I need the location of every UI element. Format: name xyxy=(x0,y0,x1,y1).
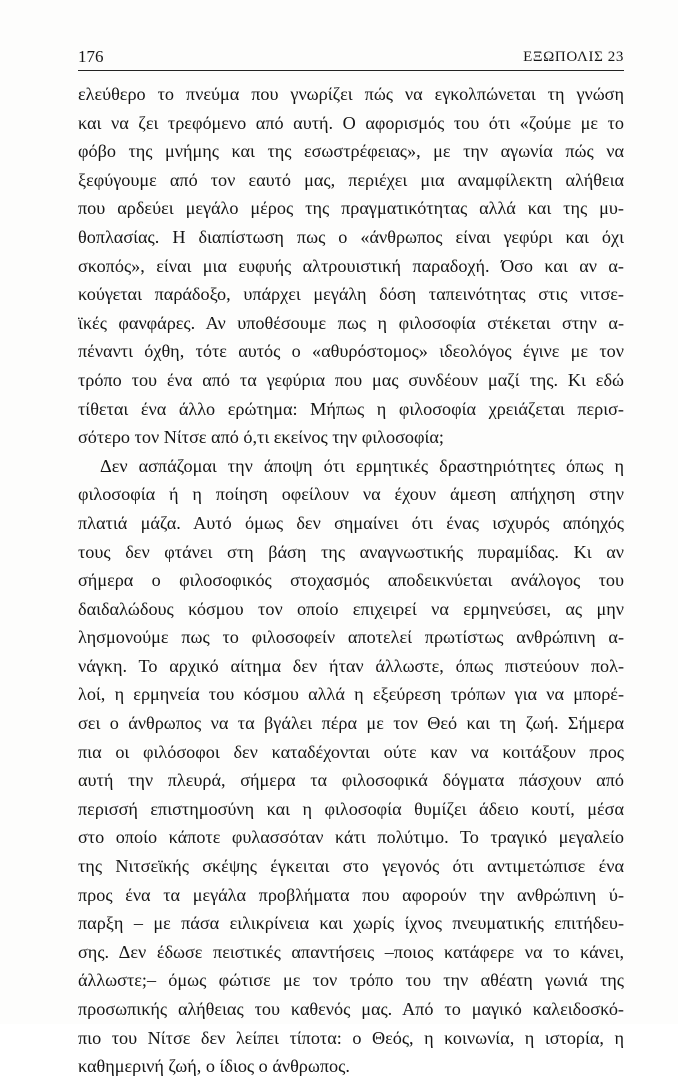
text-line: σκοπός», είναι μια ευφυής αλτρουιστική παραδοχή. Όσο και αν α- xyxy=(78,255,624,276)
text-line: πιο του Νίτσε δεν λείπει τίποτα: ο Θεός, η κοινωνία, η ιστορία, η xyxy=(78,1027,624,1048)
text-line: που αρδεύει μεγάλο μέρος της πραγματικότητας αλλά και της μυ- xyxy=(78,198,624,219)
paragraph xyxy=(78,452,624,1081)
text-line: τους δεν φτάνει στη βάση της αναγνωστικής πυραμίδας. Κι αν xyxy=(78,541,624,562)
text-line: ϊκές φανφάρες. Αν υποθέσουμε πως η φιλοσοφία στέκεται στην α- xyxy=(78,312,624,333)
text-line: λησμονούμε πως το φιλοσοφείν αποτελεί πρωτίστως ανθρώπινη α- xyxy=(78,627,624,648)
text-line: σης. Δεν έδωσε πειστικές απαντήσεις –ποιος κατάφερε να το κάνει, xyxy=(78,941,624,962)
text-line: πια οι φιλόσοφοι δεν καταδέχονται ούτε καν να κοιτάξουν προς xyxy=(78,741,624,762)
text-line: άλλωστε;– όμως φώτισε με τον τρόπο του την αθέατη γωνιά της xyxy=(78,970,624,991)
text-line: τρόπο του ένα από τα γεφύρια που μας συνδέουν μαζί της. Κι εδώ xyxy=(78,369,624,390)
text-line: τίθεται ένα άλλο ερώτημα: Μήπως η φιλοσοφία χρειάζεται περισ- xyxy=(78,398,624,419)
text-line: καθημερινή ζωή, ο ίδιος ο άνθρωπος. xyxy=(78,1056,350,1077)
page-number: 176 xyxy=(78,47,104,66)
running-head xyxy=(78,46,624,70)
text-line: προσωπικής αλήθειας του καθενός μας. Από το μαγικό καλειδοσκό- xyxy=(78,999,624,1019)
text-line: κούγεται παράδοξο, υπάρχει μεγάλη δόση ταπεινότητας στις νιτσε- xyxy=(78,284,624,305)
text-line: πλατιά μάζα. Αυτό όμως δεν σημαίνει ότι ένας ισχυρός απόηχός xyxy=(78,512,624,533)
paragraph xyxy=(78,80,624,452)
text-line: προς ένα τα μεγάλα προβλήματα που αφορούν την ανθρώπινη ύ- xyxy=(78,884,624,905)
text-line: Δεν ασπάζομαι την άποψη ότι ερμητικές δραστηριότητες όπως η xyxy=(100,455,624,476)
text-line: φιλοσοφία ή η ποίηση οφείλουν να έχουν άμεση απήχηση στην xyxy=(78,484,624,505)
text-line: δαιδαλώδους κόσμου τον οποίο επιχειρεί να ερμηνεύσει, ας μην xyxy=(78,598,624,619)
text-line: αυτή την πλευρά, σήμερα τα φιλοσοφικά δόγματα πάσχουν από xyxy=(78,770,624,791)
text-line: θοπλασίας. Η διαπίστωση πως ο «άνθρωπος είναι γεφύρι και όχι xyxy=(78,226,624,247)
text-line: σότερο τον Νίτσε από ό,τι εκείνος την φιλοσοφία; xyxy=(78,427,444,448)
text-line: σήμερα ο φιλοσοφικός στοχασμός αποδεικνύεται ανάλογος του xyxy=(78,570,624,591)
text-line: πέναντι όχθη, τότε αυτός ο «αθυρόστομος» ιδεολόγος έγινε με τον xyxy=(78,341,624,362)
text-line: και να ζει τρεφόμενο από αυτή. Ο αφορισμός του ότι «ζούμε με το xyxy=(78,112,624,133)
text-line: ξεφύγουμε από τον εαυτό μας, περιέχει μια αναμφίλεκτη αλήθεια xyxy=(78,169,624,190)
text-line: περισσή επιστημοσύνη και η φιλοσοφία θυμίζει άδειο κουτί, μέσα xyxy=(78,798,624,819)
text-line: νάγκη. Το αρχικό αίτημα δεν ήταν άλλωστε, όπως πιστεύουν πολ- xyxy=(78,655,624,676)
header-rule xyxy=(78,70,624,71)
journal-title: ΕΞΩΠΟΛΙΣ 23 xyxy=(523,49,624,65)
text-line: λοί, η ερμηνεία του κόσμου αλλά η εξεύρεση τρόπων για να μπορέ- xyxy=(78,684,624,705)
text-line: της Νιτσεϊκής σκέψης έγκειται στο γεγονός ότι αντιμετώπισε ένα xyxy=(78,856,624,877)
text-line: σει ο άνθρωπος να τα βγάλει πέρα με τον Θεό και τη ζωή. Σήμερα xyxy=(78,713,624,734)
text-line: στο οποίο κάποτε φυλασσόταν κάτι πολύτιμο. Το τραγικό μεγαλείο xyxy=(78,827,624,848)
text-line: ελεύθερο το πνεύμα που γνωρίζει πώς να εγκολπώνεται τη γνώση xyxy=(78,84,624,104)
text-line: παρξη – με πάσα ειλικρίνεια και χωρίς ίχνος πνευματικής επιτήδευ- xyxy=(78,913,624,934)
text-line: φόβο της μνήμης και της εσωστρέφειας», με την αγωνία πώς να xyxy=(78,141,624,162)
body-text xyxy=(78,80,624,1081)
